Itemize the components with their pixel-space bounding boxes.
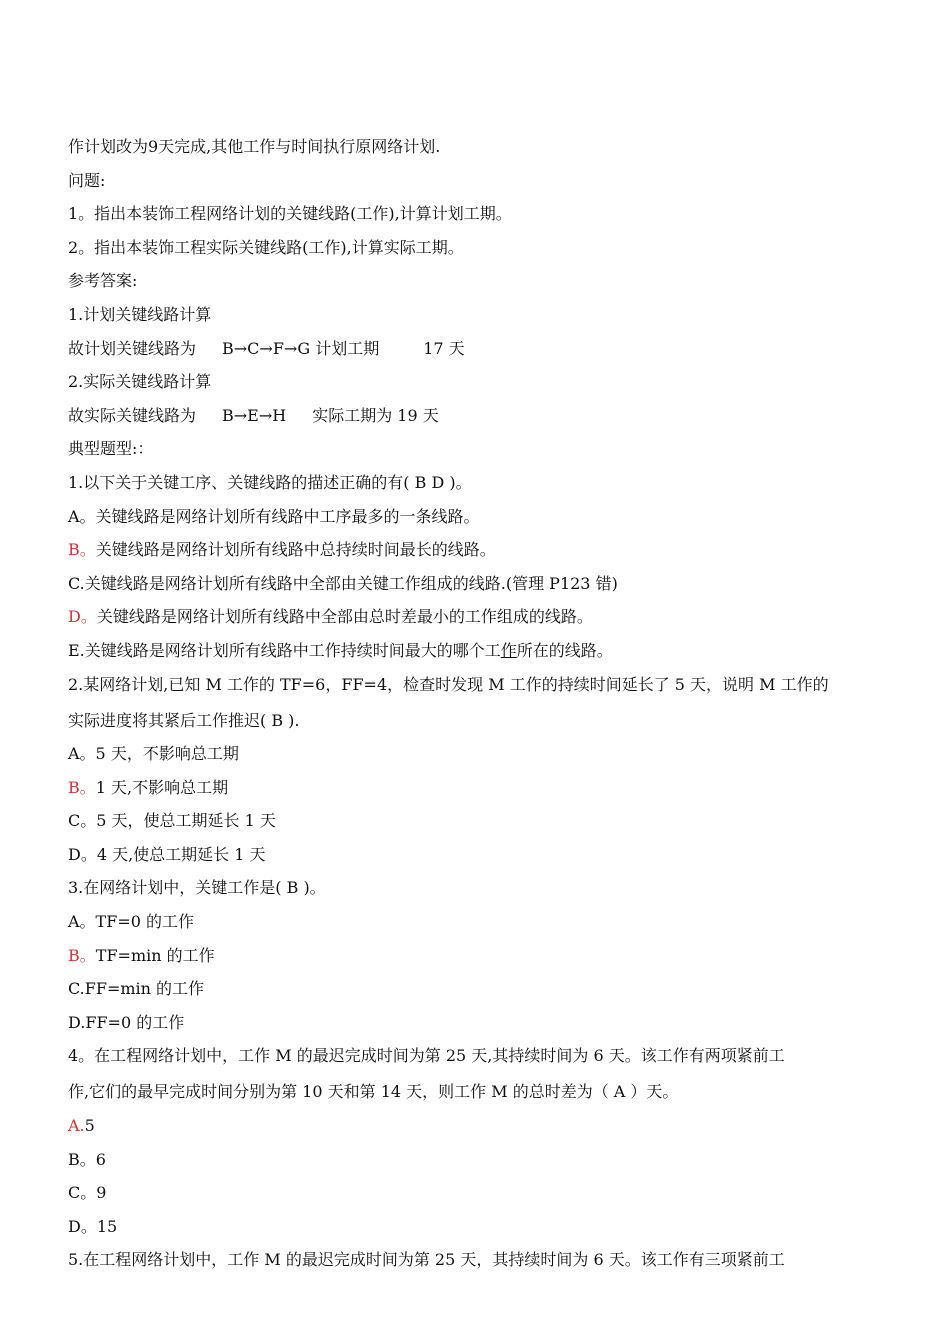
- option-e: [68, 634, 868, 668]
- text-line: 作计划改为9天完成,其他工作与时间执行原网络计划.: [68, 137, 441, 156]
- option-text: 关键线路是网络计划所有线路中总持续时间最长的线路。: [95, 540, 496, 560]
- question-4-cont: 作,它们的最早完成时间分别为第 10 天和第 14 天，则工作 M 的总时差为（ A ）天。: [68, 1082, 679, 1102]
- question-line: 2。指出本装饰工程实际关键线路(工作),计算实际工期。: [68, 237, 464, 257]
- option-d: D。4 天,使总工期延长 1 天: [68, 844, 266, 864]
- question-line: 1。指出本装饰工程网络计划的关键线路(工作),计算计划工期。: [68, 204, 512, 224]
- answer-letter: B。: [68, 540, 96, 560]
- question-2: 2.某网络计划,已知 M 工作的 TF=6，FF=4，检查时发现 M 工作的持续时间延长了 5 天，说明 M 工作的: [68, 674, 829, 694]
- option-b: [68, 939, 868, 973]
- critical-path: B→C→F→G 计划工期: [222, 338, 380, 358]
- option-d: D.FF=0 的工作: [68, 1012, 185, 1032]
- option-c: C.关键线路是网络计划所有线路中全部由关键工作组成的线路.(管理 P123 错): [68, 573, 618, 593]
- option-text: 5: [84, 1116, 95, 1136]
- answer-heading: 2.实际关键线路计算: [68, 372, 212, 392]
- question-4: 4。在工程网络计划中，工作 M 的最迟完成时间为第 25 天,其持续时间为 6 天。该工作有两项紧前工: [68, 1046, 785, 1066]
- option-a: [68, 1109, 868, 1143]
- document-page: [68, 130, 868, 1279]
- option-b: [68, 771, 868, 805]
- option-d: D。15: [68, 1216, 118, 1236]
- option-text: 关键线路是网络计划所有线路中全部由总时差最小的工作组成的线路。: [96, 607, 593, 627]
- option-c: C。9: [68, 1183, 107, 1203]
- option-a: A。关键线路是网络计划所有线路中工序最多的一条线路。: [68, 506, 480, 526]
- actual-duration: 实际工期为 19 天: [312, 405, 439, 425]
- answer-letter: B。: [68, 777, 96, 797]
- option-text: 所在的线路。: [516, 640, 613, 660]
- section-heading-questions: 问题:: [68, 170, 106, 190]
- section-heading-answers: 参考答案:: [68, 271, 138, 291]
- option-a: A。5 天，不影响总工期: [68, 744, 239, 764]
- answer-line: [68, 399, 868, 433]
- question-3: 3.在网络计划中，关键工作是( B )。: [68, 878, 326, 898]
- answer-heading: 1.计划关键线路计算: [68, 304, 212, 324]
- planned-duration: 17 天: [423, 338, 465, 358]
- question-1: 1.以下关于关键工序、关键线路的描述正确的有( B D )。: [68, 472, 472, 492]
- option-b: B。6: [68, 1149, 106, 1169]
- answer-label: 故计划关键线路为: [68, 338, 197, 358]
- option-c: C。5 天，使总工期延长 1 天: [68, 811, 276, 831]
- option-b: [68, 533, 868, 567]
- question-2-cont: 实际进度将其紧后工作推迟( B ).: [68, 710, 300, 730]
- option-text: 1 天,不影响总工期: [95, 777, 229, 797]
- answer-label: 故实际关键线路为: [68, 405, 197, 425]
- option-d: [68, 600, 868, 634]
- option-a: A。TF=0 的工作: [68, 912, 195, 932]
- option-c: C.FF=min 的工作: [68, 979, 205, 999]
- answer-letter: A.: [68, 1116, 85, 1136]
- option-text: TF=min 的工作: [95, 945, 215, 965]
- answer-letter: B。: [68, 945, 96, 965]
- answer-letter: D。: [68, 607, 97, 627]
- question-5: 5.在工程网络计划中，工作 M 的最迟完成时间为第 25 天，其持续时间为 6 天。该工作有三项紧前工: [68, 1250, 785, 1270]
- option-text: E.关键线路是网络计划所有线路中工作持续时间最大的哪个工: [68, 640, 501, 660]
- underlined-text: 作: [500, 640, 517, 660]
- section-heading-typical: 典型题型:：: [68, 439, 154, 459]
- answer-line: [68, 332, 868, 366]
- critical-path: B→E→H: [222, 405, 287, 425]
